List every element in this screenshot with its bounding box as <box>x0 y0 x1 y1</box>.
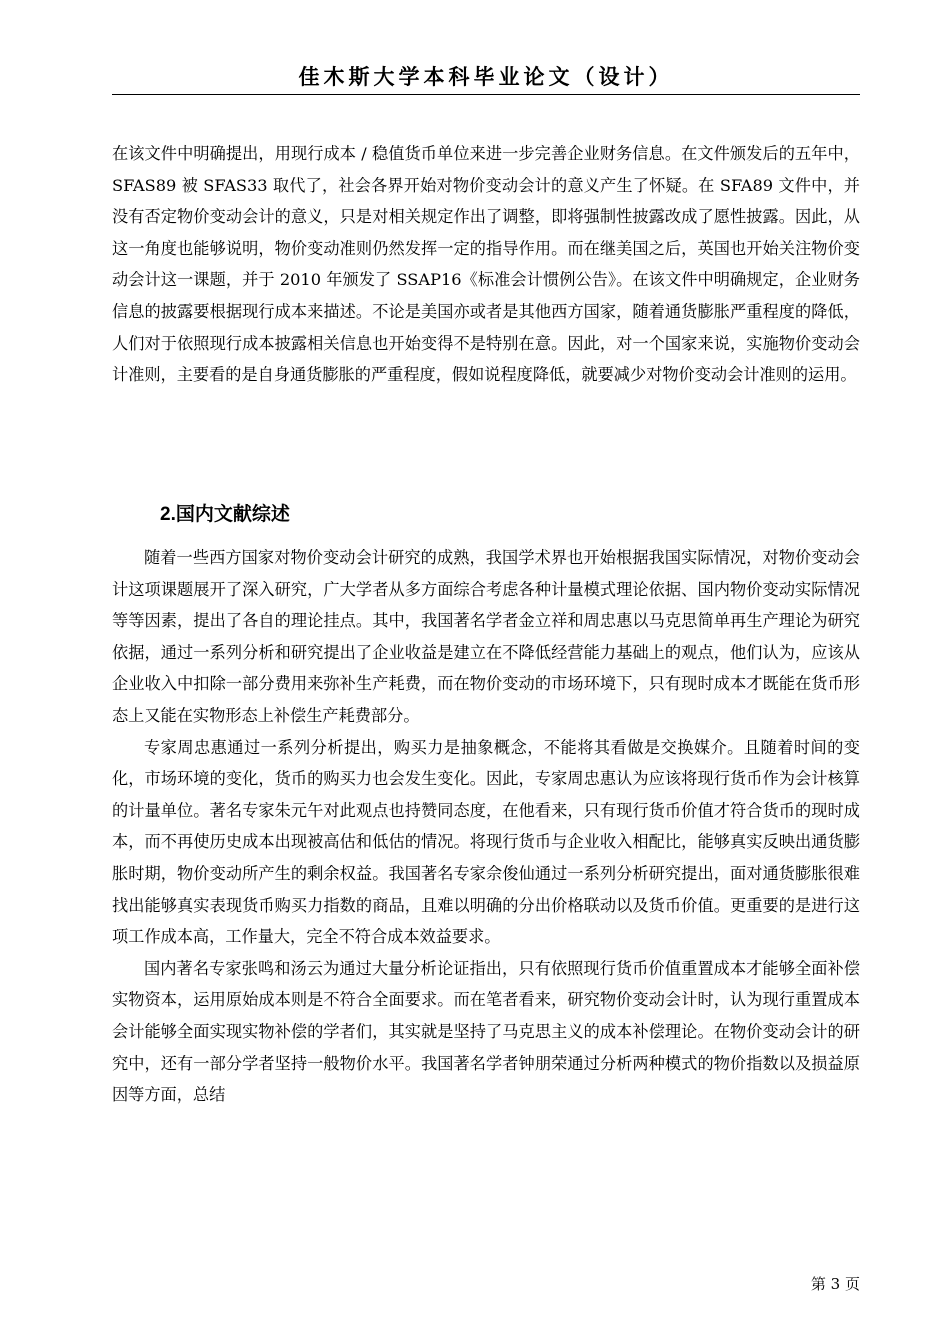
body-text-top <box>112 138 860 391</box>
page-number: 第 3 页 <box>810 1275 860 1293</box>
section-heading: 2.国内文献综述 <box>160 504 290 525</box>
body-text-section <box>112 542 860 1111</box>
paragraph: 随着一些西方国家对物价变动会计研究的成熟，我国学术界也开始根据我国实际情况，对物价变动会计这项课题展开了深入研究，广大学者从多方面综合考虑各种计量模式理论依据、国内物价变动实际情况等等因素，提出了各自的理论挂点。其中，我国著名学者金立祥和周忠惠以马克思简单再生产理论为研究依据，通过一系列分析和研究提出了企业收益是建立在不降低经营能力基础上的观点，他们认为，应该从企业收入中扣除一部分费用来弥补生产耗费，而在物价变动的市场环境下，只有现时成本才既能在货币形态上又能在实物形态上补偿生产耗费部分。 <box>112 548 860 725</box>
page-header <box>112 62 860 95</box>
paragraph: 专家周忠惠通过一系列分析提出，购买力是抽象概念，不能将其看做是交换媒介。且随着时间的变化，市场环境的变化，货币的购买力也会发生变化。因此，专家周忠惠认为应该将现行货币作为会计核算的计量单位。著名专家朱元午对此观点也持赞同态度，在他看来，只有现行货币价值才符合货币的现时成本，而不再使历史成本出现被高估和低估的情况。将现行货币与企业收入相配比，能够真实反映出通货膨胀时期，物价变动所产生的剩余权益。我国著名专家佘俊仙通过一系列分析研究提出，面对通货膨胀很难找出能够真实表现货币购买力指数的商品，且难以明确的分出价格联动以及货币价值。更重要的是进行这项工作成本高，工作量大，完全不符合成本效益要求。 <box>112 737 860 947</box>
header-title: 佳木斯大学本科毕业论文（设计） <box>298 65 674 89</box>
paragraph: 在该文件中明确提出，用现行成本 / 稳值货币单位来进一步完善企业财务信息。在文件颁发后的五年中，SFAS89 被 SFAS33 取代了，社会各界开始对物价变动会计的意义产生了怀疑。在 SFA89 文件中，并没有否定物价变动会计的意义，只是对相关规定作出了调整，即将强制性披露改成了愿性披露。因此，从这一角度也能够说明，物价变动准则仍然发挥一定的指导作用。而在继美国之后，英国也开始关注物价变动会计这一课题，并于 2010 年颁发了 SSAP16《标准会计惯例公告》。在该文件中明确规定，企业财务信息的披露要根据现行成本来描述。不论是美国亦或者是其他西方国家，随着通货膨胀严重程度的降低，人们对于依照现行成本披露相关信息也开始变得不是特别在意。因此，对一个国家来说，实施物价变动会计准则，主要看的是自身通货膨胀的严重程度，假如说程度降低，就要减少对物价变动会计准则的运用。 <box>112 144 860 385</box>
paragraph: 国内著名专家张鸣和汤云为通过大量分析论证指出，只有依照现行货币价值重置成本才能够全面补偿实物资本，运用原始成本则是不符合全面要求。而在笔者看来，研究物价变动会计时，认为现行重置成本会计能够全面实现实物补偿的学者们，其实就是坚持了马克思主义的成本补偿理论。在物价变动会计的研究中，还有一部分学者坚持一般物价水平。我国著名学者钟朋荣通过分析两种模式的物价指数以及损益原因等方面，总结 <box>112 958 860 1105</box>
